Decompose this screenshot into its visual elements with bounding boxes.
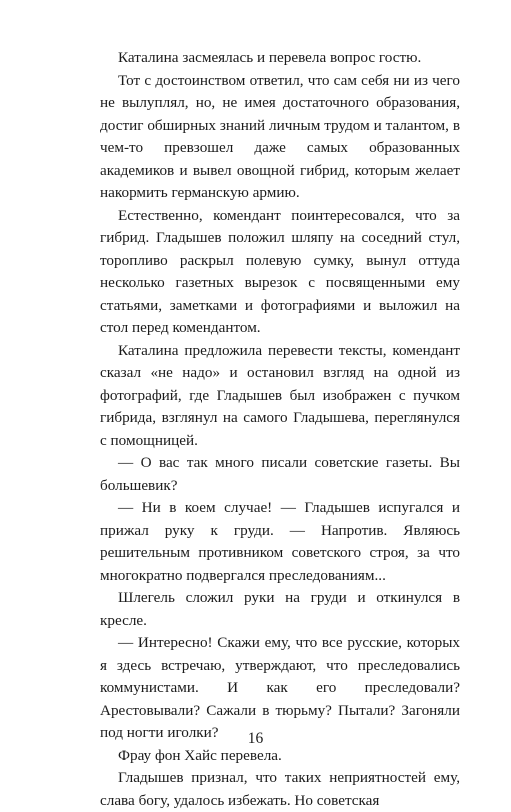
paragraph: Каталина предложила перевести тексты, комендант сказал «не надо» и остановил взгляд на одной из фотографий, где Гладышев был изображен с пучком гибрида, взглянул на самого Гладышева, переглянулся с помощницей. (100, 341, 460, 449)
page-number: 16 (247, 730, 264, 747)
paragraph: — Интересно! Скажи ему, что все русские, которых я здесь встречаю, утверждают, что преследовались коммунистами. И как его преследовали? Арестовывали? Сажали в тюрьму? Пытали? Загоняли под ногти иголки? (100, 634, 460, 741)
paragraph: Фрау фон Хайс перевела. (118, 746, 282, 764)
paragraph: Естественно, комендант поинтересовался, что за гибрид. Гладышев положил шляпу на соседний стул, торопливо раскрыл полевую сумку, вынул оттуда несколько газетных вырезок с посвященными ему статьями, заметками и фотографиями и выложил на стол перед комендантом. (100, 206, 460, 336)
paragraph: Гладышев признал, что таких неприятностей ему, слава богу, удалось избежать. Но советская (100, 769, 460, 809)
paragraph: Тот с достоинством ответил, что сам себя ни из чего не вылуплял, но, не имея достаточного образования, достиг обширных знаний личным трудом и талантом, в чем-то превзошел даже самых образованных академиков и вывел овощной гибрид, которым желает накормить германскую армию. (100, 71, 460, 201)
paragraph: — Ни в коем случае! — Гладышев испугался и прижал руку к груди. — Напротив. Являюсь решительным противником советского строя, за что многократно подвергался преследованиям... (100, 499, 460, 584)
body-text (100, 47, 460, 812)
paragraph: Шлегель сложил руки на груди и откинулся в кресле. (100, 589, 460, 629)
paragraph: Каталина засмеялась и перевела вопрос гостю. (118, 49, 422, 66)
paragraph: — О вас так много писали советские газеты. Вы большевик? (100, 454, 460, 494)
